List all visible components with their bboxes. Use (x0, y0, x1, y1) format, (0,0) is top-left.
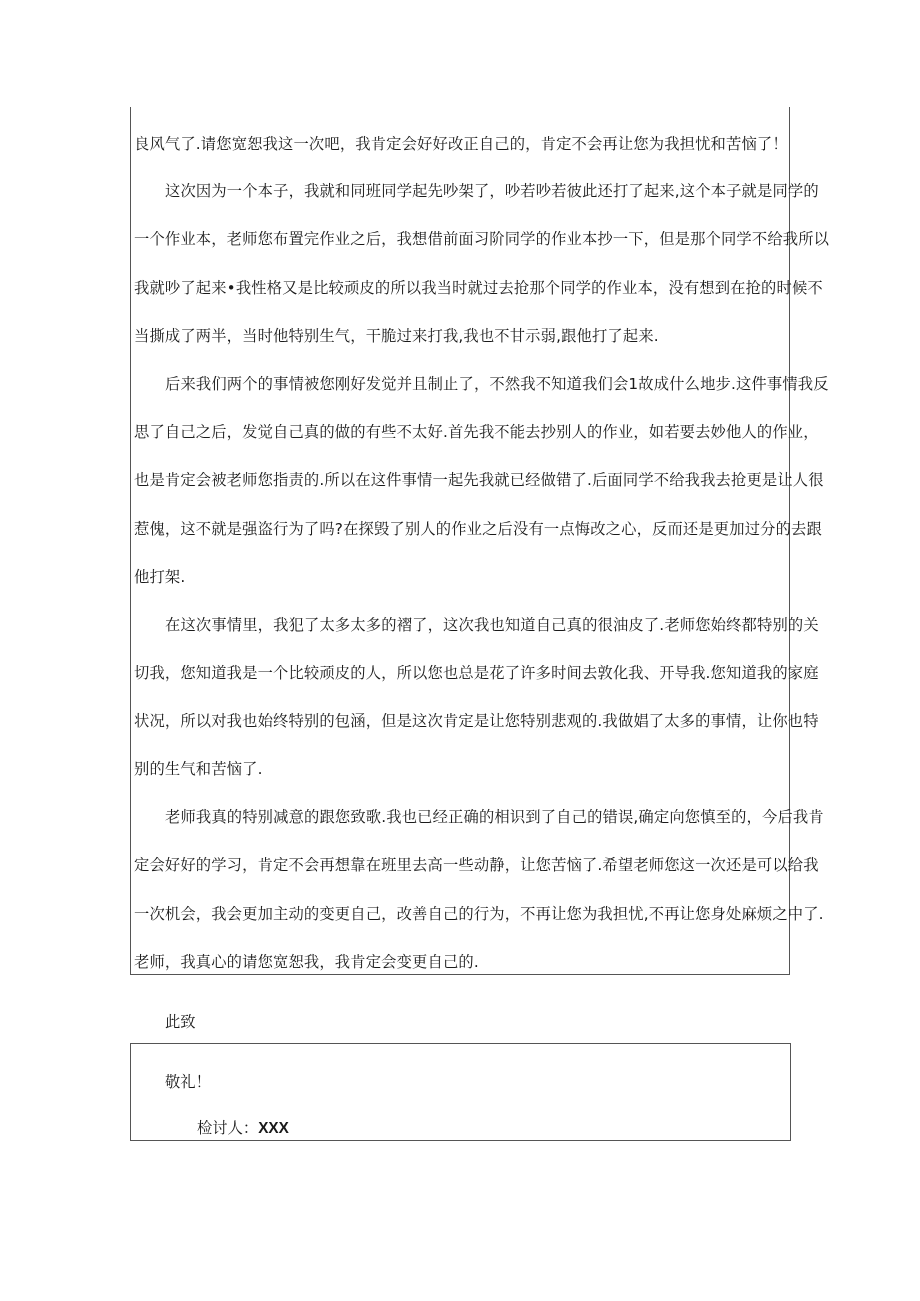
text-line: 老师，我真心的请您宽恕我，我肯定会变更自己的. (134, 953, 479, 971)
signer-label: 检讨人： (197, 1119, 259, 1137)
text-line: 他打架. (134, 568, 186, 586)
paragraph-start-line: 在这次事情里，我犯了太多太多的褶了，这次我也知道自己真的很油皮了.老师您始终都特别的关 (165, 616, 819, 634)
text-line: 惹傀，这不就是强盗行为了吗?在探毁了别人的作业之后没有一点悔改之心，反而还是更加过分的去跟 (134, 520, 822, 538)
text-line: 别的生气和苦恼了. (134, 760, 263, 778)
salute-text: 敬礼！ (165, 1073, 211, 1091)
text-line: 状况，所以对我也始终特别的包涵，但是这次肯定是让您特别悲观的.我做娼了太多的事情，让你也特 (134, 712, 819, 730)
text-line: 切我，您知道我是一个比较顽皮的人，所以您也总是花了许多时间去敦化我、开导我.您知道我的家庭 (134, 664, 819, 682)
signer-name: XXX (258, 1120, 289, 1137)
letter-body-box (130, 107, 830, 975)
text-line: 定会好好的学习，肯定不会再想靠在班里去高一些动静，让您苦恼了.希望老师您这一次还是可以给我 (134, 856, 819, 874)
text-line: 思了自己之后，发觉自己真的做的有些不太好.首先我不能去抄别人的作业，如若要去妙他人的作业， (134, 423, 819, 441)
signer-line (197, 1116, 289, 1138)
text-line: 良风气了.请您宽恕我这一次吧，我肯定会好好改正自己的，肯定不会再让您为我担忧和苦恼了！ (134, 135, 788, 153)
text-line: 一次机会，我会更加主动的变更自己，改善自己的行为，不再让您为我担忧,不再让您身处麻烦之中了. (134, 905, 824, 923)
paragraph-start-line: 这次因为一个本子，我就和同班同学起先吵架了，吵若吵若彼此还打了起来,这个本子就是同学的 (165, 182, 819, 200)
text-line: 一个作业本，老师您布置完作业之后，我想借前面习阶同学的作业本抄一下，但是那个同学不给我所以 (134, 230, 830, 248)
text-line: 当撕成了两半，当时他特别生气，干脆过来打我,我也不甘示弱,跟他打了起来. (134, 327, 659, 345)
signature-box (130, 1043, 791, 1141)
paragraph-start-line: 后来我们两个的事情被您刚好发觉并且制止了，不然我不知道我们会1故成什么地步.这件事情我反 (165, 375, 829, 393)
text-line: 我就吵了起来•我性格又是比较顽皮的所以我当时就过去抢那个同学的作业本，没有想到在抢的时候不 (134, 279, 823, 297)
closing-text: 此致 (165, 1013, 196, 1031)
paragraph-start-line: 老师我真的特别减意的跟您致歌.我也已经正确的相识到了自己的错误,确定向您慎至的，今后我肯 (165, 808, 824, 826)
text-line: 也是肯定会被老师您指责的.所以在这件事情一起先我就已经做错了.后面同学不给我我去抢更是让人很 (134, 471, 824, 489)
